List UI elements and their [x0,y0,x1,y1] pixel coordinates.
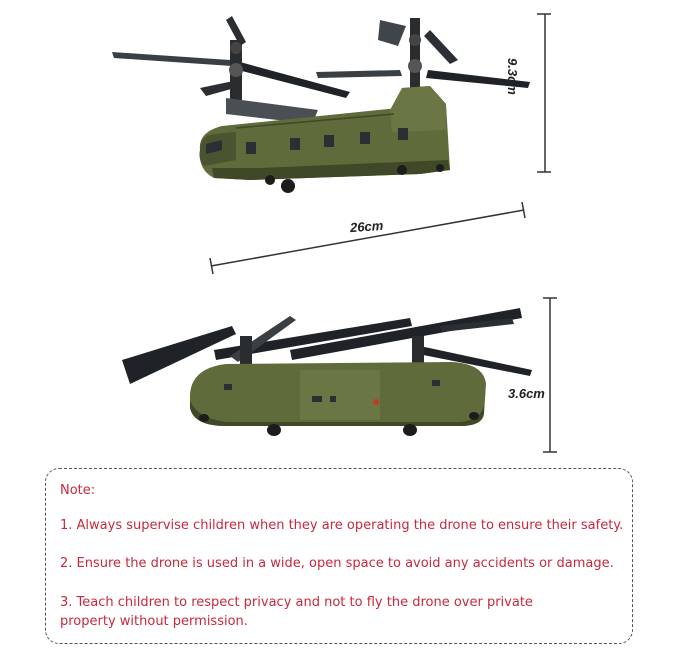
dimension-lines-bottom [543,298,557,452]
depth-dimension-label: 3.6cm [508,386,545,401]
width-dimension-label: 26cm [349,217,384,236]
height-dimension-label: 9.3cm [505,58,520,95]
note-item-3: 3. Teach children to respect privacy and not to fly the drone over private property without permission. [60,595,533,629]
helicopter-side-view [112,16,530,193]
note-item-2: 2. Ensure the drone is used in a wide, open space to avoid any accidents or damage. [60,556,614,571]
note-item-1: 1. Always supervise children when they are operating the drone to ensure their safety. [60,518,624,533]
note-title: Note: [60,483,96,498]
helicopter-front-view [122,308,532,436]
